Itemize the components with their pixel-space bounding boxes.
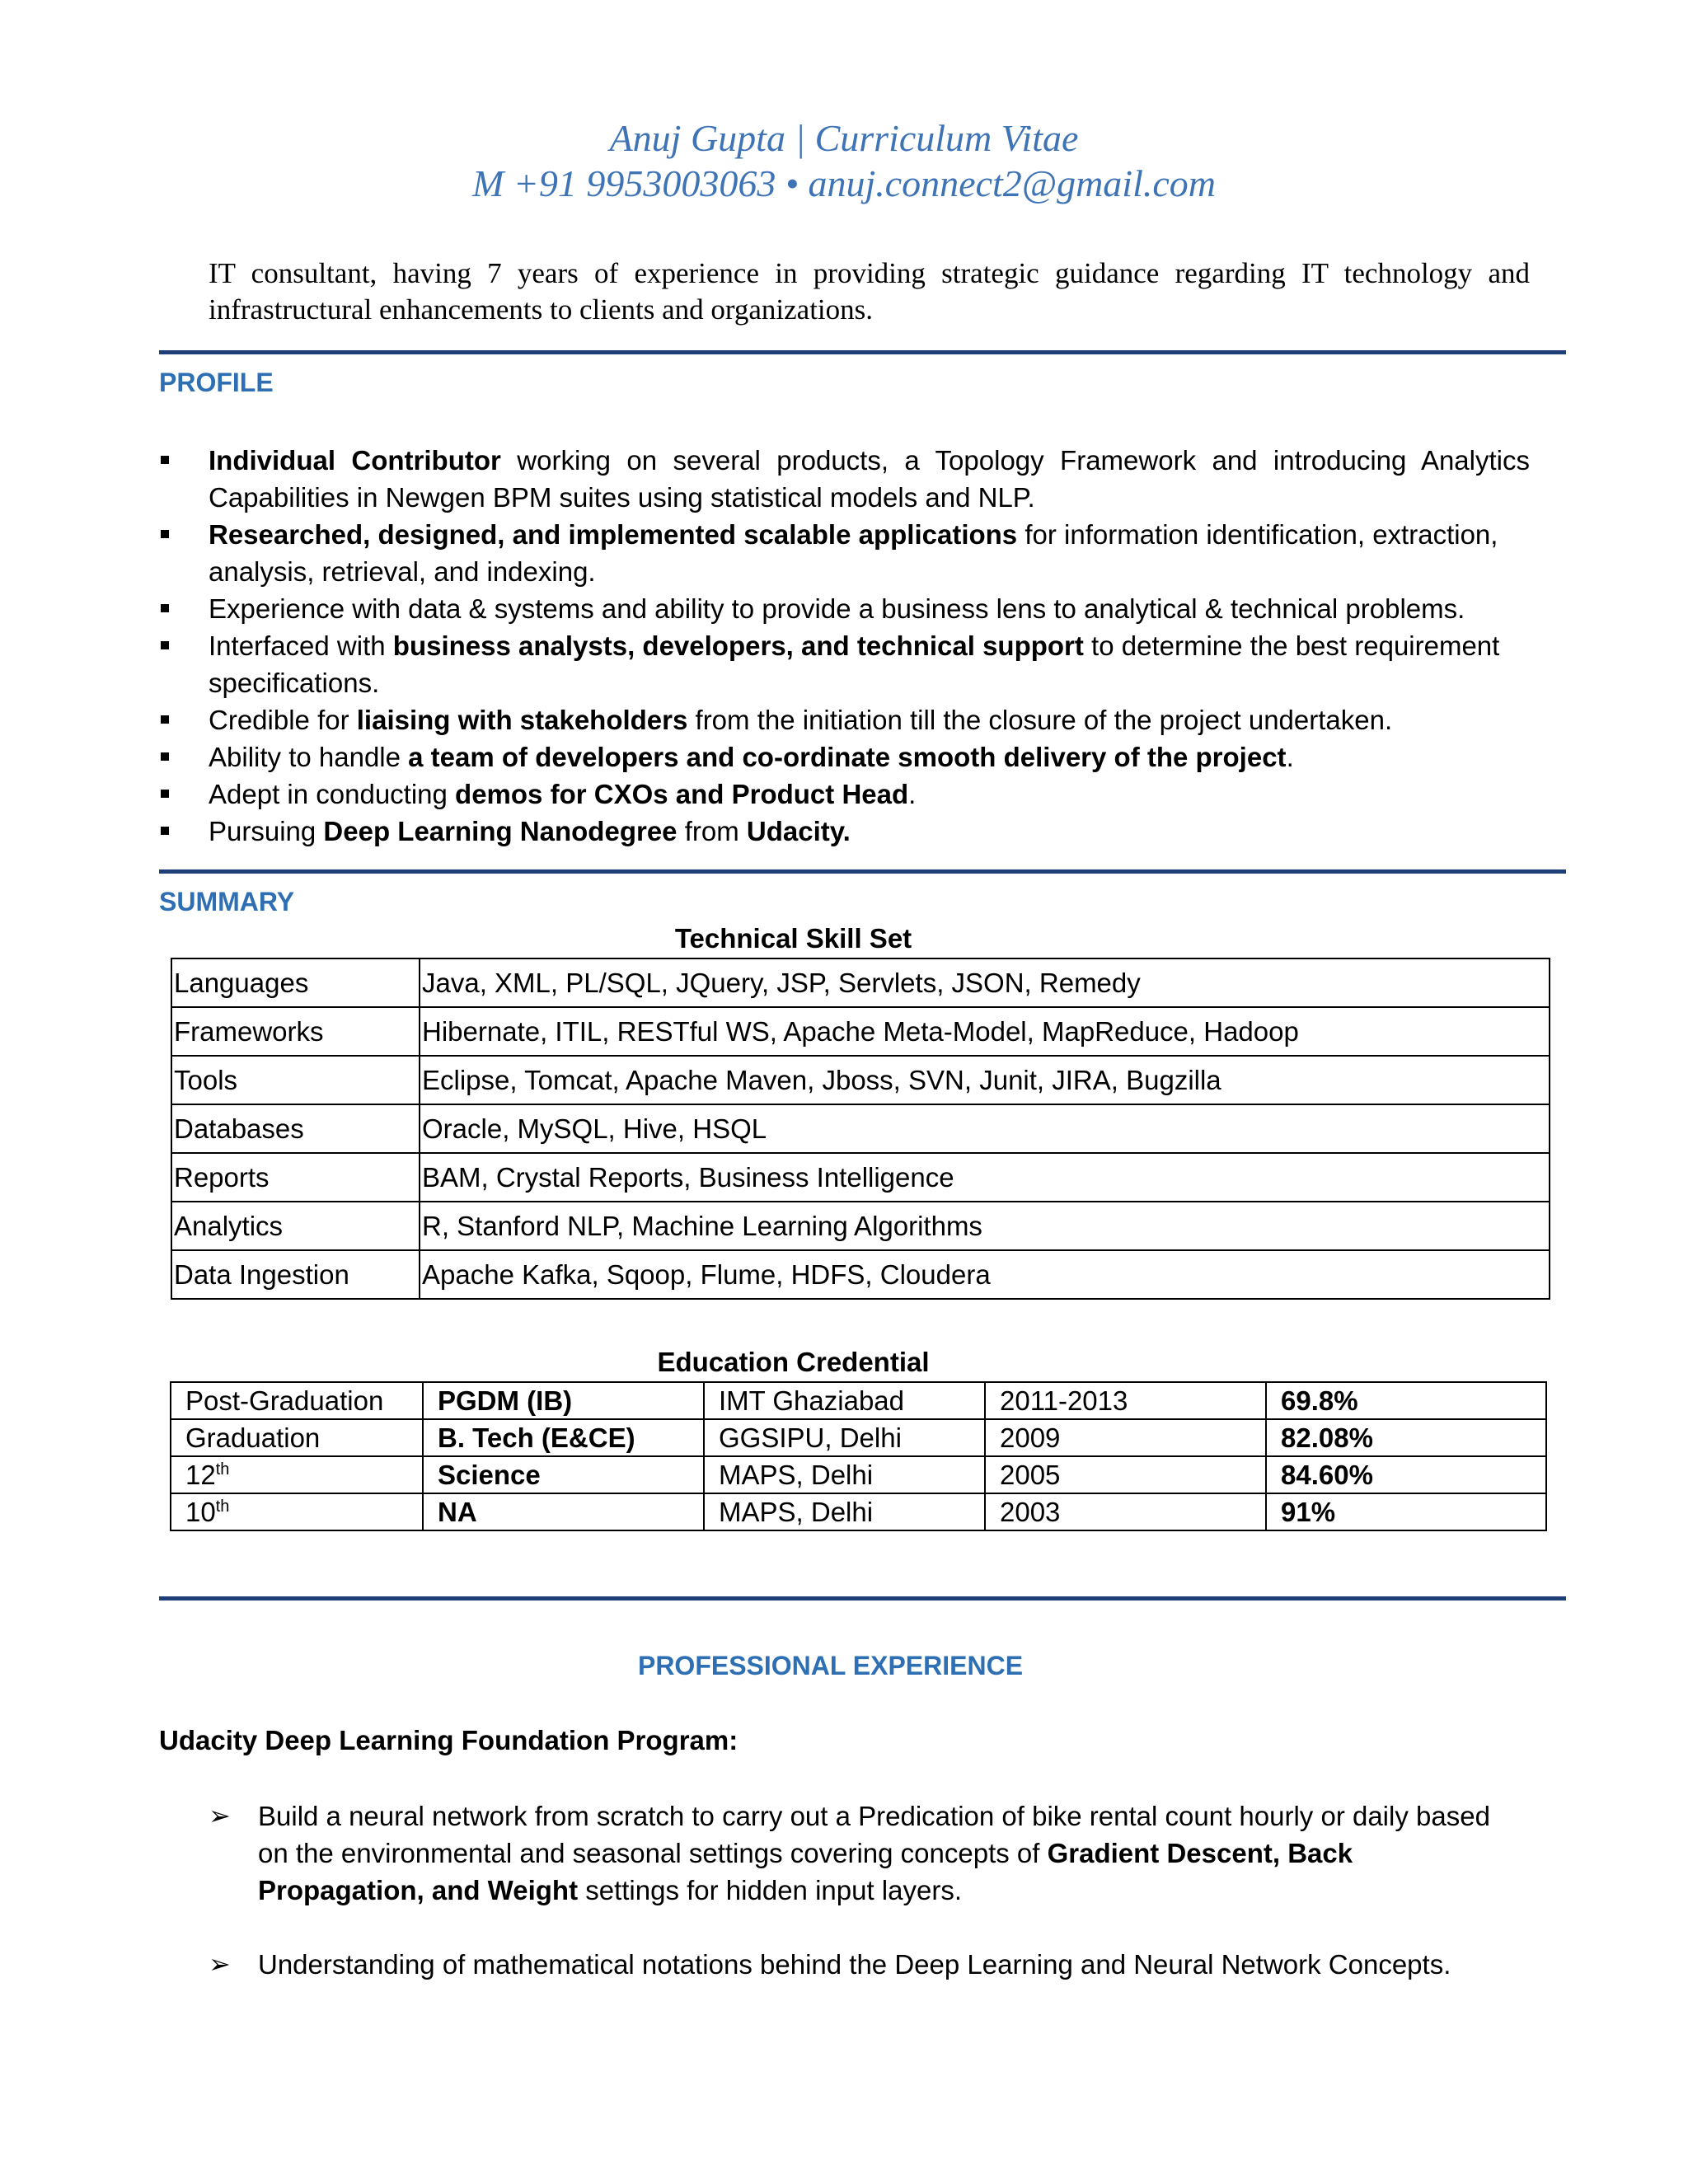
list-item: Experience with data & systems and ability to provide a business lens to analytical & technical problems.	[159, 590, 1530, 627]
cv-header	[0, 115, 1688, 206]
edu-institute: IMT Ghaziabad	[704, 1382, 985, 1419]
edu-score: 69.8%	[1266, 1382, 1546, 1419]
list-item: Researched, designed, and implemented scalable applications for information identification, extraction, analysis, retrieval, and indexing.	[159, 516, 1530, 590]
edu-year: 2003	[985, 1493, 1266, 1530]
edu-score: 82.08%	[1266, 1419, 1546, 1456]
table-row	[171, 1056, 1550, 1104]
skill-category: Frameworks	[171, 1007, 420, 1056]
section-divider	[159, 350, 1566, 354]
table-row	[171, 1493, 1546, 1530]
skills-caption: Technical Skill Set	[674, 923, 912, 954]
skill-values: Apache Kafka, Sqoop, Flume, HDFS, Cloudera	[420, 1250, 1550, 1299]
edu-score: 84.60%	[1266, 1456, 1546, 1493]
edu-degree: Science	[423, 1456, 704, 1493]
experience-heading: PROFESSIONAL EXPERIENCE	[637, 1651, 1024, 1680]
skill-values: Java, XML, PL/SQL, JQuery, JSP, Servlets, JSON, Remedy	[420, 958, 1550, 1007]
section-divider	[159, 869, 1566, 874]
bullet-square-icon	[161, 827, 169, 835]
edu-institute: GGSIPU, Delhi	[704, 1419, 985, 1456]
arrow-bullet-icon: ➢	[209, 1949, 231, 1979]
list-item: Interfaced with business analysts, developers, and technical support to determine the best requirement specifications.	[159, 627, 1530, 701]
edu-degree: PGDM (IB)	[423, 1382, 704, 1419]
edu-level: Post-Graduation	[171, 1382, 423, 1419]
skill-category: Analytics	[171, 1202, 420, 1250]
bullet-square-icon	[161, 641, 169, 649]
intro-paragraph: IT consultant, having 7 years of experience in providing strategic guidance regarding IT technology and infrastructural enhancements to clients and organizations.	[209, 257, 1530, 326]
bullet-square-icon	[161, 715, 169, 724]
table-row	[171, 1250, 1550, 1299]
table-row	[171, 1456, 1546, 1493]
name-title: Anuj Gupta | Curriculum Vitae	[609, 117, 1079, 159]
skill-values: R, Stanford NLP, Machine Learning Algorithms	[420, 1202, 1550, 1250]
education-table	[170, 1381, 1547, 1531]
profile-bullets	[159, 442, 1530, 850]
edu-institute: MAPS, Delhi	[704, 1493, 985, 1530]
skill-category: Reports	[171, 1153, 420, 1202]
bullet-square-icon	[161, 752, 169, 761]
skill-values: Hibernate, ITIL, RESTful WS, Apache Meta-Model, MapReduce, Hadoop	[420, 1007, 1550, 1056]
skill-category: Tools	[171, 1056, 420, 1104]
list-item: ➢ Understanding of mathematical notations behind the Deep Learning and Neural Network Concepts.	[209, 1946, 1494, 1983]
list-item: Credible for liaising with stakeholders from the initiation till the closure of the project undertaken.	[159, 701, 1530, 738]
education-caption: Education Credential	[657, 1347, 930, 1377]
profile-heading: PROFILE	[159, 368, 274, 397]
table-row	[171, 958, 1550, 1007]
list-item: ➢ Build a neural network from scratch to carry out a Predication of bike rental count hourly or daily based on the environmental and seasonal settings covering concepts of Gradient Descent, Back Propagation, and Weight settings for hidden input layers.	[209, 1797, 1494, 1909]
edu-institute: MAPS, Delhi	[704, 1456, 985, 1493]
table-row	[171, 1104, 1550, 1153]
edu-year: 2011-2013	[985, 1382, 1266, 1419]
skill-values: Eclipse, Tomcat, Apache Maven, Jboss, SVN, Junit, JIRA, Bugzilla	[420, 1056, 1550, 1104]
summary-heading: SUMMARY	[159, 887, 295, 916]
edu-score: 91%	[1266, 1493, 1546, 1530]
edu-degree: B. Tech (E&CE)	[423, 1419, 704, 1456]
skills-table	[171, 958, 1550, 1300]
edu-degree: NA	[423, 1493, 704, 1530]
table-row	[171, 1419, 1546, 1456]
bullet-square-icon	[161, 456, 169, 464]
table-row	[171, 1153, 1550, 1202]
contact-line: M +91 9953003063 • anuj.connect2@gmail.com	[471, 162, 1216, 204]
bullet-square-icon	[161, 530, 169, 538]
table-row	[171, 1202, 1550, 1250]
list-item: Individual Contributor working on several products, a Topology Framework and introducing Analytics Capabilities in Newgen BPM suites using statistical models and NLP.	[159, 442, 1530, 516]
table-row	[171, 1382, 1546, 1419]
edu-level: 12th	[171, 1456, 423, 1493]
bullet-square-icon	[161, 604, 169, 612]
skill-category: Languages	[171, 958, 420, 1007]
edu-year: 2009	[985, 1419, 1266, 1456]
arrow-bullet-icon: ➢	[209, 1801, 231, 1830]
edu-year: 2005	[985, 1456, 1266, 1493]
list-item: Pursuing Deep Learning Nanodegree from Udacity.	[159, 813, 1530, 850]
skill-category: Data Ingestion	[171, 1250, 420, 1299]
skill-values: Oracle, MySQL, Hive, HSQL	[420, 1104, 1550, 1153]
skill-category: Databases	[171, 1104, 420, 1153]
program-title: Udacity Deep Learning Foundation Program:	[159, 1725, 738, 1755]
edu-level: Graduation	[171, 1419, 423, 1456]
skill-values: BAM, Crystal Reports, Business Intelligence	[420, 1153, 1550, 1202]
experience-bullets	[209, 1797, 1494, 1983]
table-row	[171, 1007, 1550, 1056]
edu-level: 10th	[171, 1493, 423, 1530]
bullet-square-icon	[161, 790, 169, 798]
list-item: Ability to handle a team of developers and co-ordinate smooth delivery of the project.	[159, 738, 1530, 776]
section-divider	[159, 1596, 1566, 1601]
list-item: Adept in conducting demos for CXOs and Product Head.	[159, 776, 1530, 813]
